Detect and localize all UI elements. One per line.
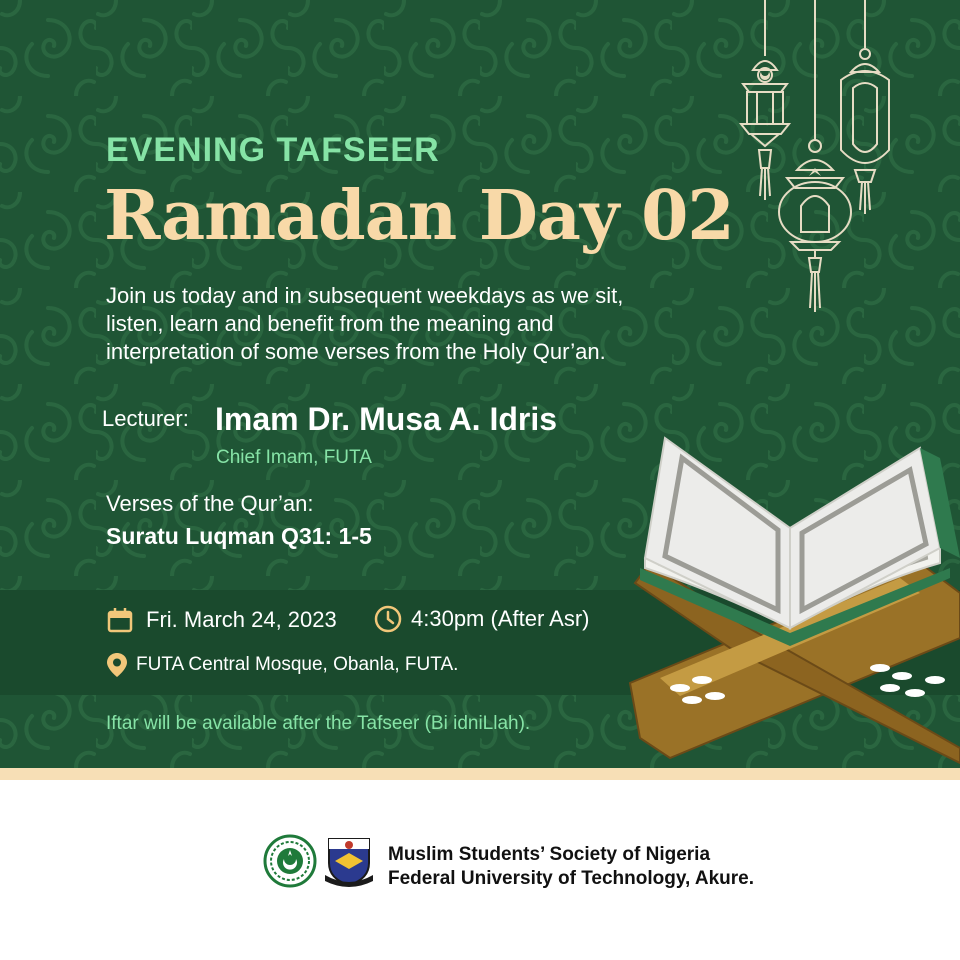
verses-value: Suratu Luqman Q31: 1-5 [106, 523, 372, 549]
iftar-note: Iftar will be available after the Tafseer (Bi idniLlah). [106, 713, 531, 734]
event-venue-text: FUTA Central Mosque, Obanla, FUTA. [136, 654, 459, 675]
lecturer-role: Chief Imam, FUTA [216, 447, 372, 468]
mssn-logo-icon [263, 833, 317, 889]
location-pin-icon [106, 652, 128, 678]
event-venue [106, 651, 458, 679]
event-date-text: Fri. March 24, 2023 [146, 607, 337, 632]
intro-text: Join us today and in subsequent weekdays as we sit, listen, learn and benefit from the meaning and interpretation of some verses from the Holy Qur’an. [106, 283, 624, 364]
lecturer-label: Lecturer: [102, 406, 189, 431]
lantern-icon [715, 0, 960, 320]
event-time-text: 4:30pm (After Asr) [411, 606, 590, 631]
organization-name [388, 843, 754, 891]
lecturer-name: Imam Dr. Musa A. Idris [215, 401, 558, 437]
organization-line-1: Muslim Students’ Society of Nigeria [388, 844, 711, 865]
page-title: Ramadan Day 02 [104, 176, 734, 256]
divider-strip [0, 768, 960, 780]
event-date [106, 605, 337, 635]
organization-line-2: Federal University of Technology, Akure. [388, 868, 755, 889]
event-type-heading: EVENING TAFSEER [106, 131, 440, 169]
event-time [373, 603, 590, 635]
verses-label: Verses of the Qur’an: [106, 491, 314, 516]
quran-icon [620, 418, 960, 768]
clock-icon [373, 604, 403, 634]
calendar-icon [106, 606, 134, 634]
futa-crest-icon [321, 833, 377, 889]
